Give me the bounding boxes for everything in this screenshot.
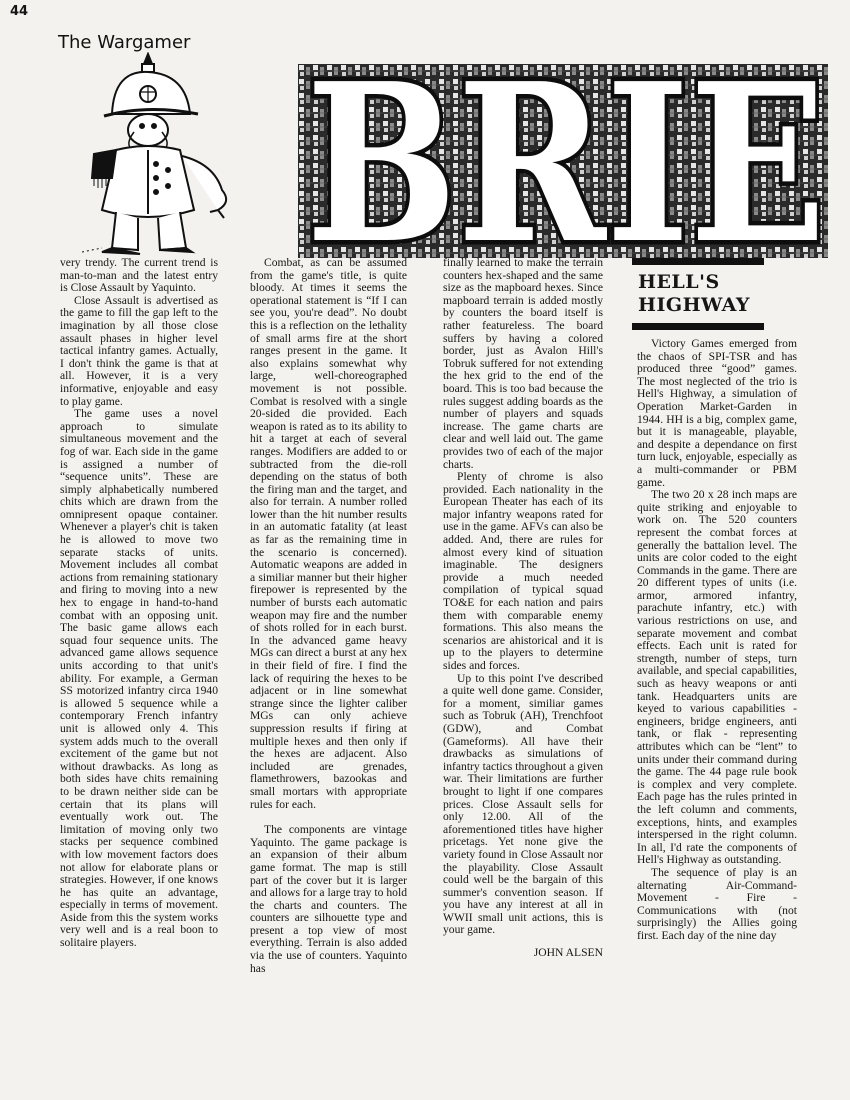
review-title-line-1: HELL'S [638, 271, 720, 293]
author-byline: JOHN ALSEN [533, 946, 603, 960]
review-title-line-2: HIGHWAY [638, 294, 750, 316]
page-number: 44 [10, 4, 29, 19]
article-column-4 [637, 338, 797, 943]
paragraph: finally learned to make the terrain counters hex-shaped and the same size as the mapboard hexes. Since mapboard terrain is added mostly by counters the board itself is rather featureless. The board suffers by having a colored border, just as Avalon Hill's Tobruk suffered for not extending the hex grid to the end of the board. This is too bad because the rules suggest adding boards as the number of players and squads increase. The game charts are clear and well laid out. The game provides two of each of the major charts. [443, 256, 603, 471]
heading-rule-bottom [632, 323, 764, 330]
title-banner [298, 64, 828, 258]
article-column-3 [443, 257, 603, 960]
paragraph: The sequence of play is an alternating Air-Command-Movement - Fire - Communications with (not surprisingly) the Allies going first. Each day of the nine day [637, 865, 797, 942]
paragraph: Combat, as can be assumed from the game's title, is quite bloody. At times it seems the operational statement is “If I can see you, you're dead”. No doubt this is a reflection on the lethality of small arms fire at the short ranges present in the game. It also explains somewhat why large, well-choreographed movement is not possible. Combat is resolved with a single 20-sided die provided. Each weapon is rated as to its ability to hit a target at each of several ranges. Modifiers are added to or subtracted from the die-roll depending on the status of both the firing man and the target, and also for terrain. A number rolled lower than the hit number results in an automatic fatality (at least as far as the remaining time in the scenario is concerned). Automatic weapons are added in a similiar manner but their higher firepower is represented by the number of bursts each automatic weapon may fire and the number of shots rolled for in each burst. In the advanced game heavy MGs can direct a burst at any hex in their field of fire. I find the lack of requiring the hexes to be adjacent or in line somewhat strange since the lighter caliber MGs can only achieve suppression results if firing at multiple hexes and then only if the hexes are adjacent. Also included are grenades, flamethrowers, bazookas and small mortars with appropriate rules for each. [250, 256, 407, 811]
paragraph: The game uses a novel approach to simulate simultaneous movement and the fog of war. Each side in the game is assigned a number of “sequence units”. These are simply alphabetically numbered chits which are drawn from the omnipresent opaque container. Whenever a player's chit is taken he is allowed to move two separate stacks of units. Movement includes all combat actions from remaining stationary and firing to moving into a new hex to engage in hand-to-hand combat with an opposing unit. The basic game allows each squad four sequence units. The advanced game allows sequence units according to that unit's ability. For example, a German SS motorized infantry circa 1940 is allowed 5 sequence while a contemporary French infantry unit is allowed only 4. This system adds much to the overall excitement of the game but not without drawbacks. As long as both sides have chits remaining to be drawn neither side can be certain that its plans will eventually work out. The limitation of moving only two stacks per sequence combined with low movement factors does not allow for elaborate plans or strategies. However, if one knows he has quite an advantage, especially in terms of movement. Aside from this the system works very well and is a real boon to solitaire players. [60, 407, 218, 950]
paragraph: Up to this point I've described a quite well done game. Consider, for a moment, similiar games such as Tobruk (AH), Trenchfoot (GDW), and Combat (Gameforms). All have their drawbacks as simulations of infantry tactics throughout a given war. Their limitations are further brought to light if one compares prices. Close Assault sells for only 12.00. All of the aforementioned titles have higher pricetags. Yet none give the variety found in Close Assault nor the playability. Close Assault could well be the bargain of this summer's convention season. If you have any interest at all in WWII small unit actions, this is your game. [443, 671, 603, 937]
review-heading [632, 258, 764, 330]
article-column-1 [60, 257, 218, 950]
magazine-title: The Wargamer [58, 32, 191, 53]
review-title [638, 271, 764, 317]
paragraph: Plenty of chrome is also provided. Each nationality in the European Theater has each of its major infantry weapons rated for use in the game. AFVs can also be added. And, there are rules for almost every kind of situation imaginable. The designers provide a much needed compilation of typical squad TO&E for each nation and pairs them with comparable enemy formations. This also means the scenarios are ahistorical and it is up to the players to determine sides and forces. [443, 470, 603, 672]
paragraph: The components are vintage Yaquinto. The game package is an expansion of their album game format. The map is still part of the cover but it is larger and allows for a large tray to hold the charts and counters. The counters are silhouette type and present a top view of most everything. Terrain is also added via the use of counters. Yaquinto has [250, 823, 407, 975]
paragraph: Close Assault is advertised as the game to fill the gap left to the imagination by all those close assault phases in higher level tactical infantry games. Actually, I don't think the game is that at all. However, it is a very informative, enjoyable and easy to play game. [60, 293, 218, 408]
soldier-illustration [82, 52, 252, 257]
banner-letters: BRIE [306, 64, 826, 258]
paragraph: Victory Games emerged from the chaos of SPI-TSR and has produced three “good” games. The most neglected of the trio is Hell's Highway, a simulation of Operation Market-Garden in 1944. HH is a big, complex game, but it is manageable, playable, and despite a dependance on first turn luck, enjoyable, especially as a multi-commander or PBM game. [637, 337, 797, 489]
heading-rule-top [632, 258, 764, 265]
paragraph: The two 20 x 28 inch maps are quite striking and enjoyable to work on. The 520 counters represent the combat forces at generally the battalion level. The units are color coded to the eight Commands in the game. There are 20 different types of units (i.e. armor, armored infantry, parachute infantry, etc.) with various restrictions on use, and separate movement and combat effects. Each unit is rated for strength, number of steps, turn available, and special capabilities, such as heavy weapons or anti tank. Headquarters units are keyed to various capabilities - engineers, bridge engineers, anti tank, or flak - representing attributes which can be “lent” to units under their command during the game. The 44 page rule book is complex and very complete. Each page has the rules printed in the left column and comments, exceptions, hints, and examples interspersed in the right column. In all, I'd rate the components of Hell's Highway as outstanding. [637, 488, 797, 867]
article-column-2 [250, 257, 407, 975]
paragraph: very trendy. The current trend is man-to-man and the latest entry is Close Assault by Yaquinto. [60, 256, 218, 295]
